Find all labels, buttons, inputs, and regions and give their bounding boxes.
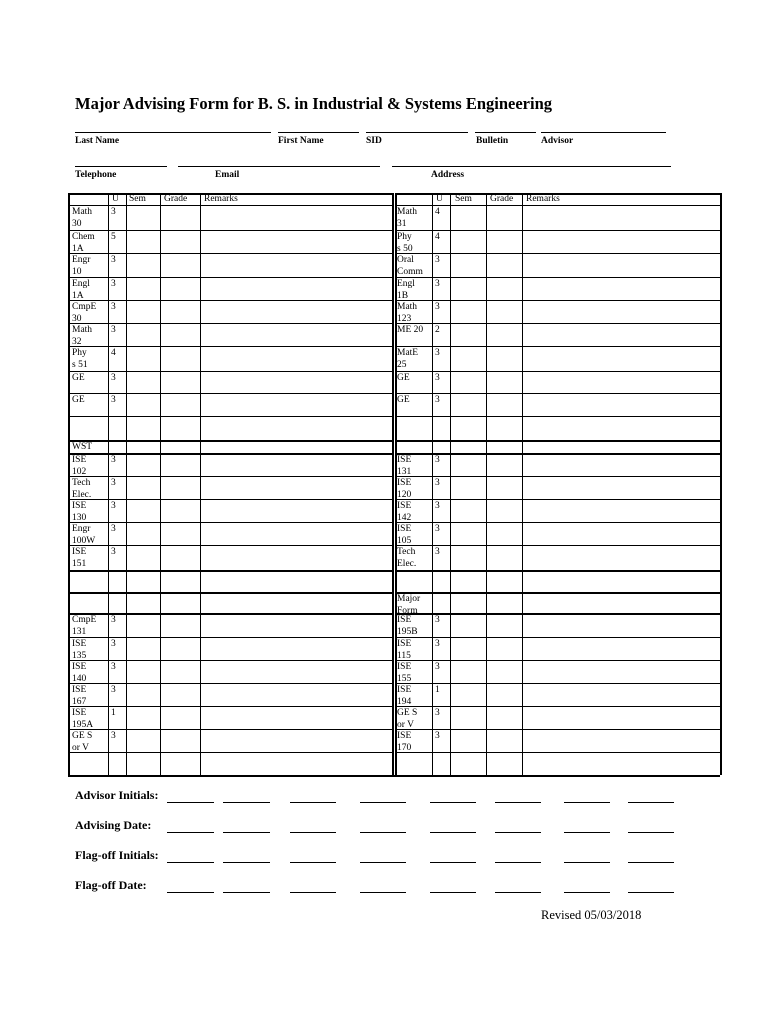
course-units: 3 xyxy=(111,685,116,695)
signoff-line[interactable] xyxy=(430,832,476,833)
course-name: Math 31 xyxy=(397,207,418,229)
course-units: 3 xyxy=(111,302,116,312)
signoff-line[interactable] xyxy=(430,862,476,863)
course-name: Math 123 xyxy=(397,302,418,324)
email-line[interactable] xyxy=(178,166,380,167)
signoff-line[interactable] xyxy=(167,802,214,803)
course-units: 3 xyxy=(111,547,116,557)
course-units: 3 xyxy=(111,501,116,511)
course-units: 3 xyxy=(435,708,440,718)
course-units: 3 xyxy=(111,731,116,741)
course-name: ISE 195B xyxy=(397,615,418,637)
signoff-line[interactable] xyxy=(360,802,406,803)
course-name: ISE 102 xyxy=(72,455,87,477)
grid-vline xyxy=(200,193,201,775)
last-name-label: Last Name xyxy=(75,136,120,146)
bulletin-line[interactable] xyxy=(475,132,536,133)
course-name: GE xyxy=(397,395,410,405)
signoff-line[interactable] xyxy=(430,802,476,803)
course-name: GE xyxy=(72,373,85,383)
course-units: 1 xyxy=(435,685,440,695)
first-name-label: First Name xyxy=(278,136,324,146)
course-units: 3 xyxy=(111,279,116,289)
header-remarks: Remarks xyxy=(526,194,560,204)
course-units: 3 xyxy=(111,255,116,265)
grid-gap xyxy=(394,193,395,775)
course-name: Engl 1A xyxy=(72,279,90,301)
signoff-line[interactable] xyxy=(564,892,610,893)
course-units: 3 xyxy=(435,478,440,488)
sid-label: SID xyxy=(366,136,382,146)
form-title: Major Advising Form for B. S. in Industrial & Systems Engineering xyxy=(75,94,553,113)
course-name: ISE 170 xyxy=(397,731,412,753)
bulletin-label: Bulletin xyxy=(476,136,509,146)
course-name: CmpE 30 xyxy=(72,302,97,324)
signoff-line[interactable] xyxy=(167,892,214,893)
header-sem: Sem xyxy=(129,194,146,204)
course-name: Phy s 51 xyxy=(72,348,88,370)
course-units: 4 xyxy=(111,348,116,358)
signoff-line[interactable] xyxy=(628,892,674,893)
signoff-line[interactable] xyxy=(495,802,541,803)
grid-vline xyxy=(450,193,451,775)
course-units: 3 xyxy=(435,302,440,312)
email-label: Email xyxy=(215,170,240,180)
course-units: 3 xyxy=(435,373,440,383)
advisor-label: Advisor xyxy=(541,136,574,146)
course-units: 3 xyxy=(435,395,440,405)
course-name: Engl 1B xyxy=(397,279,415,301)
course-units: 3 xyxy=(435,547,440,557)
course-units: 3 xyxy=(111,478,116,488)
course-name: ISE 140 xyxy=(72,662,87,684)
course-units: 3 xyxy=(435,279,440,289)
signoff-line[interactable] xyxy=(360,892,406,893)
signoff-line[interactable] xyxy=(430,892,476,893)
last-name-line[interactable] xyxy=(75,132,271,133)
header-grade: Grade xyxy=(490,194,514,204)
address-line[interactable] xyxy=(392,166,671,167)
course-units: 3 xyxy=(435,501,440,511)
course-units: 3 xyxy=(111,373,116,383)
address-label: Address xyxy=(431,170,465,180)
signoff-line[interactable] xyxy=(360,832,406,833)
course-name: ISE 131 xyxy=(397,455,412,477)
course-name: ISE 151 xyxy=(72,547,87,569)
course-units: 3 xyxy=(111,395,116,405)
telephone-line[interactable] xyxy=(75,166,167,167)
header-u: U xyxy=(436,194,443,204)
header-sem: Sem xyxy=(455,194,472,204)
signoff-line[interactable] xyxy=(167,862,214,863)
signoff-line[interactable] xyxy=(223,832,270,833)
signoff-label: Advisor Initials: xyxy=(75,788,159,802)
course-name: Tech Elec. xyxy=(72,478,92,500)
course-units: 3 xyxy=(435,639,440,649)
signoff-line[interactable] xyxy=(495,862,541,863)
course-name: Tech Elec. xyxy=(397,547,417,569)
signoff-label: Flag-off Initials: xyxy=(75,848,159,862)
signoff-line[interactable] xyxy=(628,832,674,833)
telephone-label: Telephone xyxy=(75,170,117,180)
signoff-line[interactable] xyxy=(564,832,610,833)
signoff-line[interactable] xyxy=(167,832,214,833)
signoff-line[interactable] xyxy=(564,802,610,803)
header-u: U xyxy=(112,194,119,204)
course-units: 3 xyxy=(111,207,116,217)
course-units: 3 xyxy=(111,325,116,335)
signoff-label: Advising Date: xyxy=(75,818,152,832)
course-name: ISE 195A xyxy=(72,708,94,730)
course-units: 4 xyxy=(435,207,440,217)
signoff-line[interactable] xyxy=(360,862,406,863)
grid-vline xyxy=(522,193,523,775)
sid-line[interactable] xyxy=(366,132,468,133)
advisor-line[interactable] xyxy=(541,132,666,133)
course-units: 1 xyxy=(111,708,116,718)
grid-vline xyxy=(160,193,161,775)
header-remarks: Remarks xyxy=(204,194,238,204)
course-units: 3 xyxy=(111,639,116,649)
signoff-line[interactable] xyxy=(628,862,674,863)
course-units: 3 xyxy=(111,662,116,672)
course-units: 3 xyxy=(435,348,440,358)
course-name: Oral Comm xyxy=(397,255,423,277)
grid-vline xyxy=(68,193,70,775)
grid-hline xyxy=(68,775,720,777)
course-name: Engr 100W xyxy=(72,524,96,546)
signoff-line[interactable] xyxy=(223,892,270,893)
signoff-line[interactable] xyxy=(290,802,336,803)
course-name: GE xyxy=(397,373,410,383)
course-name: ME 20 xyxy=(397,325,424,335)
course-units: 3 xyxy=(435,662,440,672)
course-units: 3 xyxy=(435,615,440,625)
course-name: ISE 130 xyxy=(72,501,87,523)
course-name: ISE 194 xyxy=(397,685,412,707)
course-name: Phy s 50 xyxy=(397,232,413,254)
course-units: 3 xyxy=(111,524,116,534)
signoff-line[interactable] xyxy=(564,862,610,863)
course-name: ISE 142 xyxy=(397,501,412,523)
course-units: 3 xyxy=(111,455,116,465)
course-name: Math 30 xyxy=(72,207,93,229)
course-name: GE xyxy=(72,395,85,405)
signoff-line[interactable] xyxy=(223,802,270,803)
course-name: GE S or V xyxy=(72,731,93,753)
course-name: MatE 25 xyxy=(397,348,419,370)
course-units: 3 xyxy=(111,615,116,625)
course-units: 3 xyxy=(435,255,440,265)
grid-vline xyxy=(486,193,487,775)
signoff-label: Flag-off Date: xyxy=(75,878,147,892)
grid-vline xyxy=(108,193,109,775)
course-units: 3 xyxy=(435,524,440,534)
course-name: WST xyxy=(72,442,93,452)
signoff-line[interactable] xyxy=(223,862,270,863)
course-name: Math 32 xyxy=(72,325,93,347)
course-name: Chem 1A xyxy=(72,232,95,254)
course-units: 5 xyxy=(111,232,116,242)
signoff-line[interactable] xyxy=(290,892,336,893)
grid-vline xyxy=(126,193,127,775)
course-units: 2 xyxy=(435,325,440,335)
course-name: Engr 10 xyxy=(72,255,91,277)
course-name: Major Form xyxy=(397,594,421,616)
course-name: CmpE 131 xyxy=(72,615,97,637)
revised-date: Revised 05/03/2018 xyxy=(541,908,642,922)
grid-vline xyxy=(432,193,433,775)
signoff-line[interactable] xyxy=(628,802,674,803)
course-name: ISE 155 xyxy=(397,662,412,684)
course-name: ISE 167 xyxy=(72,685,87,707)
course-grid xyxy=(68,193,720,775)
signoff-line[interactable] xyxy=(290,862,336,863)
course-name: ISE 115 xyxy=(397,639,412,661)
grid-vline xyxy=(720,193,722,775)
course-name: ISE 135 xyxy=(72,639,87,661)
first-name-line[interactable] xyxy=(278,132,359,133)
signoff-line[interactable] xyxy=(290,832,336,833)
course-name: ISE 105 xyxy=(397,524,412,546)
signoff-line[interactable] xyxy=(495,832,541,833)
signoff-line[interactable] xyxy=(495,892,541,893)
course-units: 3 xyxy=(435,455,440,465)
course-units: 4 xyxy=(435,232,440,242)
course-name: GE S or V xyxy=(397,708,418,730)
course-units: 3 xyxy=(435,731,440,741)
header-grade: Grade xyxy=(164,194,188,204)
course-name: ISE 120 xyxy=(397,478,412,500)
